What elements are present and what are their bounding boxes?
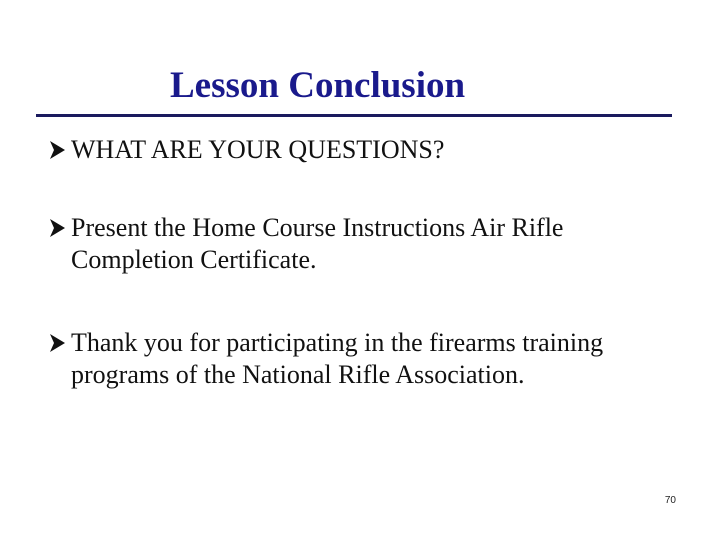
bullet-item <box>48 134 688 166</box>
arrow-bullet-icon <box>48 139 68 161</box>
arrow-bullet-icon <box>48 217 68 239</box>
page-number: 70 <box>664 495 676 506</box>
bullet-text: Present the Home Course Instructions Air Rifle Completion Certificate. <box>71 213 564 274</box>
bullet-item <box>48 327 688 391</box>
title-divider <box>36 114 672 117</box>
slide-title: Lesson Conclusion <box>170 65 466 106</box>
bullet-text: Thank you for participating in the firearms training programs of the National Rifle Association. <box>71 328 604 389</box>
bullet-item <box>48 212 688 276</box>
bullet-text: WHAT ARE YOUR QUESTIONS? <box>71 135 445 164</box>
arrow-bullet-icon <box>48 332 68 354</box>
